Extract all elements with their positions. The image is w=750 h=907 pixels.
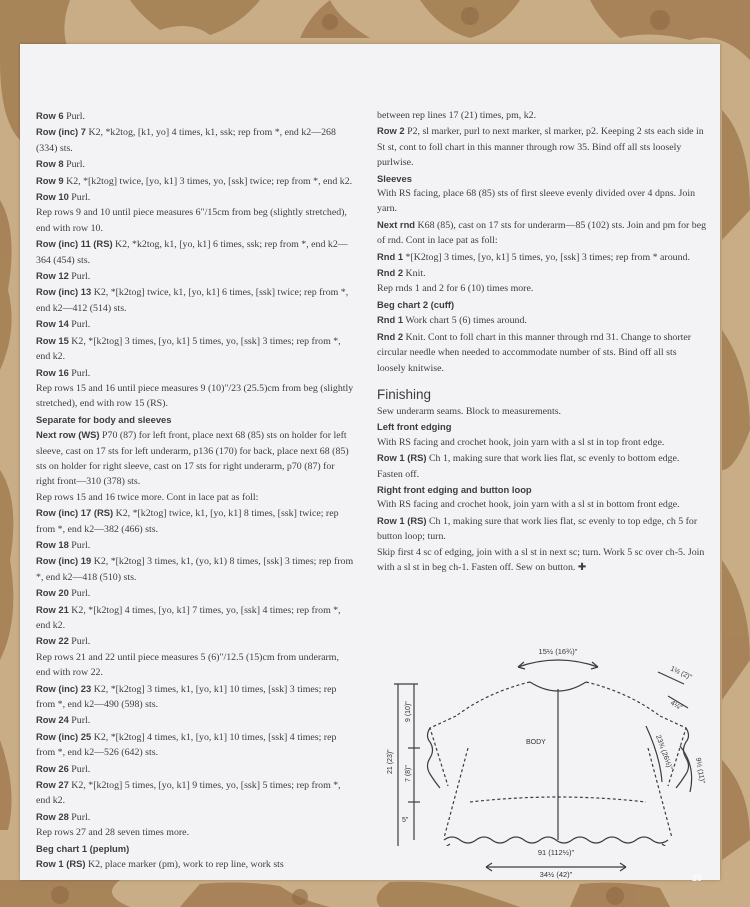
instruction-paragraph — [377, 404, 707, 419]
yoke-measure: 9 (10)" — [405, 701, 412, 722]
instruction-paragraph — [36, 365, 354, 381]
instruction-text: Purl. — [68, 715, 91, 727]
instruction-paragraph — [36, 189, 354, 205]
instruction-paragraph — [36, 381, 354, 412]
instruction-paragraph — [36, 108, 354, 124]
instruction-paragraph — [36, 553, 354, 585]
row-label: Rnd 1 — [377, 314, 404, 326]
row-label: Rnd 1 — [377, 250, 404, 262]
instruction-text: K2, *[k2tog] 5 times, [yo, k1] 9 times, yo, [ssk] 5 times; rep from *, end k2. — [36, 780, 341, 807]
instruction-paragraph — [36, 809, 354, 825]
instruction-paragraph — [36, 712, 354, 728]
section-heading: Separate for body and sleeves — [36, 413, 172, 425]
instruction-paragraph — [36, 537, 354, 553]
instruction-paragraph — [377, 186, 707, 217]
instruction-paragraph — [36, 505, 354, 537]
instruction-paragraph — [377, 513, 707, 545]
instruction-text: between rep lines 17 (21) times, pm, k2. — [377, 110, 537, 121]
instruction-paragraph — [36, 268, 354, 284]
row-label: Row 10 — [36, 191, 69, 203]
row-label: Row 24 — [36, 714, 69, 726]
instruction-paragraph — [36, 156, 354, 172]
row-label: Rnd 2 — [377, 330, 404, 342]
schematic-bottom — [378, 846, 708, 880]
instruction-text: Purl. — [68, 192, 91, 204]
instruction-text: K2, *k2tog, [k1, yo] 4 times, k1, ssk; rep from *, end k2—268 (334) sts. — [36, 127, 336, 154]
instruction-text: Purl. — [63, 111, 86, 122]
hem-measure: 91 (112½)" — [537, 848, 575, 857]
instruction-text: Purl. — [68, 588, 91, 600]
row-label: Row (inc) 17 (RS) — [36, 507, 114, 519]
instruction-text: With RS facing and crochet hook, join yarn with a sl st in bottom front edge. — [377, 499, 680, 511]
sleeve-top-measure: 1½ (2)" — [669, 665, 693, 682]
instruction-text: Knit. Cont to foll chart in this manner through rnd 31. Change to shorter circular needle when needed to accommodate number of sts. Bind off all sts loosely knitwise. — [377, 331, 692, 374]
instruction-text: Ch 1, making sure that work lies flat, sc evenly to top edge, ch 5 for button loop; turn. — [377, 515, 698, 543]
row-label: Row 21 — [36, 603, 69, 615]
instruction-text: Purl. — [68, 811, 91, 823]
row-label: Row 12 — [36, 270, 69, 282]
row-label: Row (inc) 19 — [36, 555, 92, 567]
row-label: Row 1 (RS) — [36, 858, 86, 870]
page-number: 29 — [692, 873, 703, 883]
instruction-paragraph — [377, 217, 707, 249]
instruction-text: With RS facing and crochet hook, join yarn with a sl st in top front edge. — [377, 436, 665, 448]
peplum-measure: 5" — [402, 817, 409, 824]
instruction-text: Work chart 5 (6) times around. — [403, 315, 527, 327]
instruction-text: Rep rows 9 and 10 until piece measures 6"/15cm from beg (slightly stretched), end with row 10. — [36, 207, 347, 234]
instruction-text: Rep rows 27 and 28 seven times more. — [36, 827, 190, 839]
row-label: Row 1 (RS) — [377, 452, 427, 464]
row-label: Row 9 — [36, 174, 64, 186]
row-label: Row 8 — [36, 158, 64, 170]
row-label: Next row (WS) — [36, 429, 100, 441]
instruction-paragraph — [36, 650, 354, 681]
row-label: Row 28 — [36, 810, 69, 822]
instruction-text: Purl. — [68, 636, 91, 648]
instruction-text: K2, *[k2tog] 3 times, k1, [yo, k1] 10 times, [ssk] 3 times; rep from *, end k2—490 (598) sts. — [36, 683, 337, 711]
instruction-paragraph — [36, 761, 354, 777]
finishing-heading: Finishing — [377, 386, 432, 402]
instruction-paragraph — [36, 490, 354, 505]
row-label: Row 1 (RS) — [377, 514, 427, 526]
instruction-paragraph — [377, 435, 707, 450]
instruction-paragraph — [36, 633, 354, 649]
instruction-text: K68 (85), cast on 17 sts for underarm—85 (102) sts. Join and pm for beg of rnd. Cont in lace pat as foll: — [377, 219, 707, 247]
book-page — [20, 44, 720, 880]
instruction-paragraph — [377, 329, 707, 376]
instruction-text: *[K2tog] 3 times, [yo, k1] 5 times, yo, [ssk] 3 times; rep from * around. — [403, 251, 690, 263]
instruction-paragraph — [377, 265, 707, 281]
sleeve-len-measure: 4⅛" — [669, 699, 684, 712]
instruction-text: Skip first 4 sc of edging, join with a sl st in next sc; turn. Work 5 sc over ch-5. Join with a sl st in beg ch-1. Fasten off. Sew on button. ✚ — [377, 546, 705, 573]
instruction-text: K2, place marker (pm), work to rep line, work sts — [85, 859, 284, 871]
row-label: Row 26 — [36, 762, 69, 774]
row-label: Rnd 2 — [377, 267, 404, 279]
instruction-text: K2, *[k2tog] twice, k1, [yo, k1] 6 times, [ssk] twice; rep from *, end k2—412 (514) sts. — [36, 287, 349, 314]
section-heading: Left front edging — [377, 421, 452, 433]
instruction-paragraph — [36, 284, 354, 316]
neck-measure: 15½ (16¾)" — [538, 647, 578, 656]
instruction-paragraph — [36, 205, 354, 236]
instruction-text: Purl. — [68, 319, 91, 331]
instruction-text: P70 (87) for left front, place next 68 (85) sts on holder for left sleeve, cast on 17 sts for left underarm, p136 (170) for back, place next 68 (85) sts on holder for right sleeve, cast on 17 sts for right underarm, p70 (87) for right front—310 (378) sts. — [36, 430, 349, 488]
instruction-paragraph — [377, 497, 707, 512]
left-text-column — [36, 108, 354, 873]
instruction-text: Rep rows 15 and 16 until piece measures 9 (10)"/23 (25.5)cm from beg (slightly stretched), end with row 15 (RS). — [36, 382, 354, 410]
instruction-text: K2, *[k2tog] 4 times, [yo, k1] 7 times, yo, [ssk] 4 times; rep from *, end k2. — [36, 604, 341, 631]
garment-schematic — [378, 596, 708, 846]
total-length-measure: 21 (23)" — [387, 749, 394, 774]
row-label: Row 6 — [36, 110, 64, 121]
instruction-paragraph — [36, 729, 354, 761]
instruction-paragraph — [36, 602, 354, 634]
instruction-paragraph — [36, 825, 354, 840]
row-label: Row 2 — [377, 125, 405, 137]
instruction-text: K2, *[k2tog] twice, k1, [yo, k1] 8 times, [ssk] twice; rep from *, end k2—382 (466) sts. — [36, 508, 339, 535]
instruction-paragraph — [36, 236, 354, 268]
row-label: Row 20 — [36, 587, 69, 599]
instruction-text: K2, *k2tog, k1, [yo, k1] 6 times, ssk; rep from *, end k2—364 (454) sts. — [36, 239, 348, 266]
instruction-text: K2, *[k2tog] 3 times, [yo, k1] 5 times, yo, [ssk] 3 times; rep from *, end k2. — [36, 335, 341, 363]
instruction-paragraph — [377, 249, 707, 265]
row-label: Row (inc) 23 — [36, 682, 92, 694]
row-label: Row (inc) 11 (RS) — [36, 238, 113, 250]
instruction-text: Ch 1, making sure that work lies flat, sc evenly to bottom edge. Fasten off. — [377, 453, 680, 480]
instruction-text: Purl. — [68, 367, 91, 379]
right-text-column — [377, 108, 707, 575]
body-measure: 7 (8)" — [405, 765, 412, 782]
instruction-paragraph — [36, 316, 354, 332]
row-label: Row 14 — [36, 318, 69, 330]
instruction-text: Rep rows 15 and 16 twice more. Cont in lace pat as foll: — [36, 491, 259, 503]
instruction-paragraph — [36, 173, 354, 189]
instruction-paragraph — [36, 585, 354, 601]
instruction-paragraph — [377, 108, 707, 123]
row-label: Row 22 — [36, 635, 69, 647]
section-heading: Sleeves — [377, 172, 412, 184]
row-label: Next rnd — [377, 218, 416, 230]
instruction-paragraph — [377, 545, 707, 576]
row-label: Row (inc) 7 — [36, 126, 87, 138]
row-label: Row 15 — [36, 334, 69, 346]
instruction-paragraph — [36, 777, 354, 809]
section-heading: Beg chart 2 (cuff) — [377, 298, 455, 310]
row-label: Row 16 — [36, 366, 69, 378]
instruction-text: K2, *[k2tog] 4 times, k1, [yo, k1] 10 times, [ssk] 4 times; rep from *, end k2—526 (642) sts. — [36, 731, 337, 759]
instruction-text: Rep rows 21 and 22 until piece measures 5 (6)"/12.5 (15)cm from underarm, end with row 22. — [36, 651, 339, 679]
instruction-text: Purl. — [63, 159, 86, 171]
instruction-text: K2, *[k2tog] 3 times, k1, (yo, k1) 8 times, [ssk] 3 times; rep from *, end k2—418 (510) sts. — [36, 556, 354, 583]
instruction-paragraph — [36, 681, 354, 713]
instruction-paragraph — [377, 123, 707, 170]
instruction-text: Knit. — [403, 268, 426, 280]
instruction-text: Purl. — [68, 271, 91, 283]
instruction-text: Sew underarm seams. Block to measurements. — [377, 405, 562, 417]
instruction-text: K2, *[k2tog] twice, [yo, k1] 3 times, yo, [ssk] twice; rep from *, end k2. — [63, 175, 353, 187]
sleeve-length-measure: 23¾ (26½)" — [654, 734, 674, 771]
instruction-text: With RS facing, place 68 (85) sts of first sleeve evenly divided over 4 dpns. Join yarn. — [377, 188, 696, 215]
section-heading: Right front edging and button loop — [377, 483, 532, 495]
row-label: Row 18 — [36, 538, 69, 550]
row-label: Row 27 — [36, 779, 69, 791]
row-label: Row (inc) 13 — [36, 286, 92, 298]
instruction-paragraph — [377, 281, 707, 296]
row-label: Row (inc) 25 — [36, 730, 92, 742]
body-label: BODY — [526, 739, 546, 746]
instruction-paragraph — [377, 312, 707, 328]
instruction-paragraph — [36, 124, 354, 156]
section-heading: Beg chart 1 (peplum) — [36, 842, 130, 854]
instruction-text: Rep rnds 1 and 2 for 6 (10) times more. — [377, 283, 534, 295]
instruction-paragraph — [36, 333, 354, 365]
instruction-text: P2, sl marker, purl to next marker, sl marker, p2. Keeping 2 sts each side in St st, cont to foll chart in this manner through row 35. Bind off all sts loosely purlwise. — [377, 126, 704, 169]
cuff-measure: 9½ (11)" — [694, 757, 706, 785]
instruction-paragraph — [377, 450, 707, 482]
instruction-paragraph — [36, 427, 354, 490]
bust-measure: 34½ (42)" — [539, 870, 573, 879]
instruction-text: Purl. — [68, 539, 91, 551]
instruction-text: Purl. — [68, 763, 91, 775]
instruction-paragraph — [36, 856, 354, 872]
